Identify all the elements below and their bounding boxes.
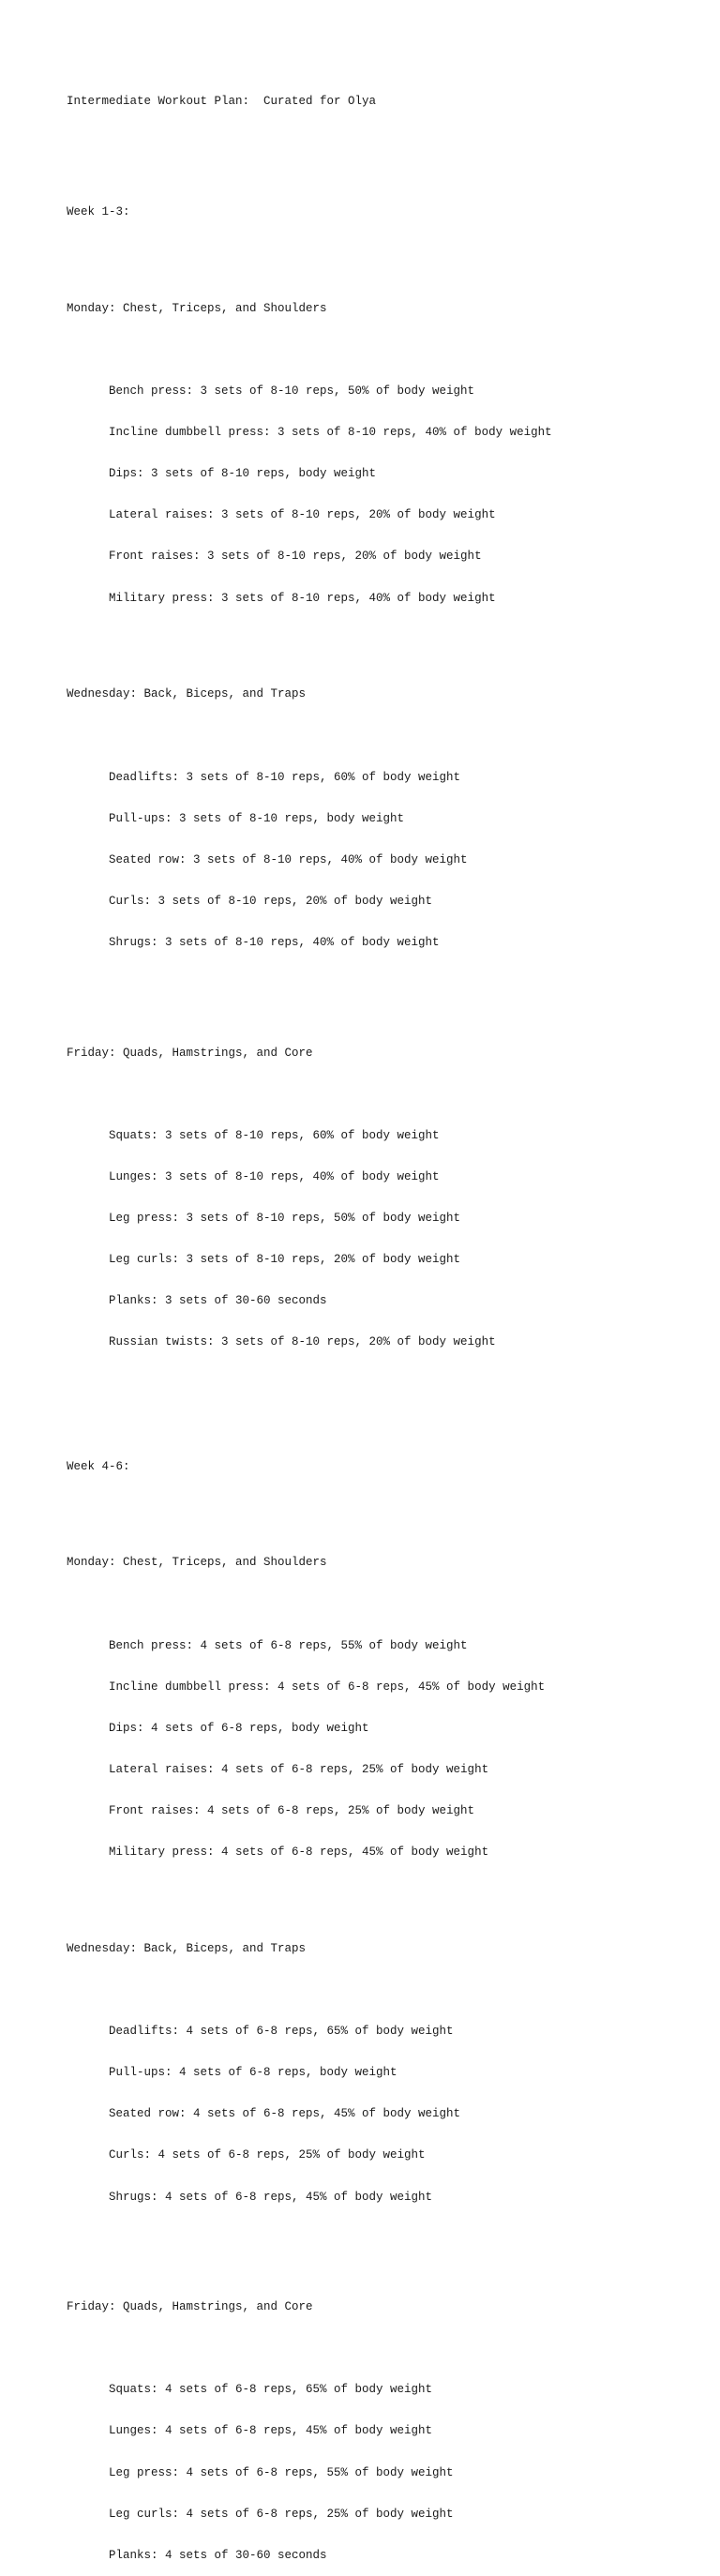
document-page <box>67 68 704 2576</box>
exercise-item: Shrugs: 4 sets of 6-8 reps, 45% of body weight <box>109 2190 433 2204</box>
spacer <box>67 1088 704 1102</box>
exercise-item: Military press: 3 sets of 8-10 reps, 40% of body weight <box>109 591 496 605</box>
week-label: Week 1-3: <box>67 205 130 218</box>
exercise-item: Russian twists: 3 sets of 8-10 reps, 20% of body weight <box>109 1335 496 1349</box>
exercise-item: Pull-ups: 4 sets of 6-8 reps, body weight <box>109 2066 398 2080</box>
spacer <box>67 730 704 744</box>
exercise-item: Pull-ups: 3 sets of 8-10 reps, body weight <box>109 811 405 825</box>
exercise-item: Deadlifts: 4 sets of 6-8 reps, 65% of body weight <box>109 2025 454 2039</box>
exercise-item: Curls: 3 sets of 8-10 reps, 20% of body weight <box>109 894 433 908</box>
exercise-item: Incline dumbbell press: 4 sets of 6-8 reps, 45% of body weight <box>109 1680 546 1694</box>
exercise-item: Leg curls: 3 sets of 8-10 reps, 20% of body weight <box>109 1253 461 1267</box>
day-heading: Monday: Chest, Triceps, and Shoulders <box>67 1556 327 1570</box>
exercise-item: Squats: 4 sets of 6-8 reps, 65% of body weight <box>109 2383 433 2397</box>
exercise-item: Shrugs: 3 sets of 8-10 reps, 40% of body weight <box>109 936 440 949</box>
exercise-item: Seated row: 3 sets of 8-10 reps, 40% of body weight <box>109 852 468 866</box>
day-heading: Wednesday: Back, Biceps, and Traps <box>67 1941 307 1955</box>
exercise-item: Seated row: 4 sets of 6-8 reps, 45% of body weight <box>109 2107 461 2121</box>
exercise-item: Leg press: 3 sets of 8-10 reps, 50% of body weight <box>109 1211 461 1225</box>
spacer <box>67 1501 704 1515</box>
exercise-item: Dips: 3 sets of 8-10 reps, body weight <box>109 467 377 481</box>
spacer <box>67 1983 704 1997</box>
spacer <box>67 343 704 357</box>
spacer <box>67 137 704 151</box>
exercise-item: Front raises: 4 sets of 6-8 reps, 25% of body weight <box>109 1804 475 1817</box>
exercise-item: Incline dumbbell press: 3 sets of 8-10 reps, 40% of body weight <box>109 426 552 440</box>
exercise-item: Planks: 4 sets of 30-60 seconds <box>109 2548 327 2562</box>
exercise-item: Bench press: 3 sets of 8-10 reps, 50% of body weight <box>109 384 475 399</box>
day-heading: Wednesday: Back, Biceps, and Traps <box>67 687 307 701</box>
exercise-item: Leg press: 4 sets of 6-8 reps, 55% of body weight <box>109 2465 454 2479</box>
day-heading: Monday: Chest, Triceps, and Shoulders <box>67 301 327 315</box>
document-title: Intermediate Workout Plan: Curated for Olya <box>67 95 377 109</box>
spacer <box>67 633 704 647</box>
exercise-item: Military press: 4 sets of 6-8 reps, 45% of body weight <box>109 1845 489 1860</box>
exercise-item: Planks: 3 sets of 30-60 seconds <box>109 1294 327 1308</box>
day-heading: Friday: Quads, Hamstrings, and Core <box>67 1046 313 1060</box>
week-label: Week 4-6: <box>67 1459 130 1473</box>
exercise-item: Dips: 4 sets of 6-8 reps, body weight <box>109 1721 369 1735</box>
exercise-item: Deadlifts: 3 sets of 8-10 reps, 60% of body weight <box>109 770 461 784</box>
spacer <box>67 1887 704 1901</box>
exercise-item: Lateral raises: 4 sets of 6-8 reps, 25% of body weight <box>109 1762 489 1776</box>
exercise-item: Leg curls: 4 sets of 6-8 reps, 25% of body weight <box>109 2507 454 2521</box>
spacer <box>67 2342 704 2356</box>
exercise-item: Lunges: 3 sets of 8-10 reps, 40% of body weight <box>109 1169 440 1183</box>
exercise-item: Lunges: 4 sets of 6-8 reps, 45% of body weight <box>109 2424 433 2438</box>
spacer <box>67 2232 704 2259</box>
spacer <box>67 1598 704 1612</box>
exercise-item: Front raises: 3 sets of 8-10 reps, 20% of body weight <box>109 550 482 564</box>
spacer <box>67 247 704 261</box>
exercise-item: Squats: 3 sets of 8-10 reps, 60% of body weight <box>109 1128 440 1142</box>
day-heading: Friday: Quads, Hamstrings, and Core <box>67 2300 313 2314</box>
spacer <box>67 1377 704 1404</box>
spacer <box>67 977 704 1004</box>
exercise-item: Bench press: 4 sets of 6-8 reps, 55% of body weight <box>109 1638 468 1652</box>
exercise-item: Lateral raises: 3 sets of 8-10 reps, 20% of body weight <box>109 508 496 522</box>
exercise-item: Curls: 4 sets of 6-8 reps, 25% of body weight <box>109 2148 426 2162</box>
